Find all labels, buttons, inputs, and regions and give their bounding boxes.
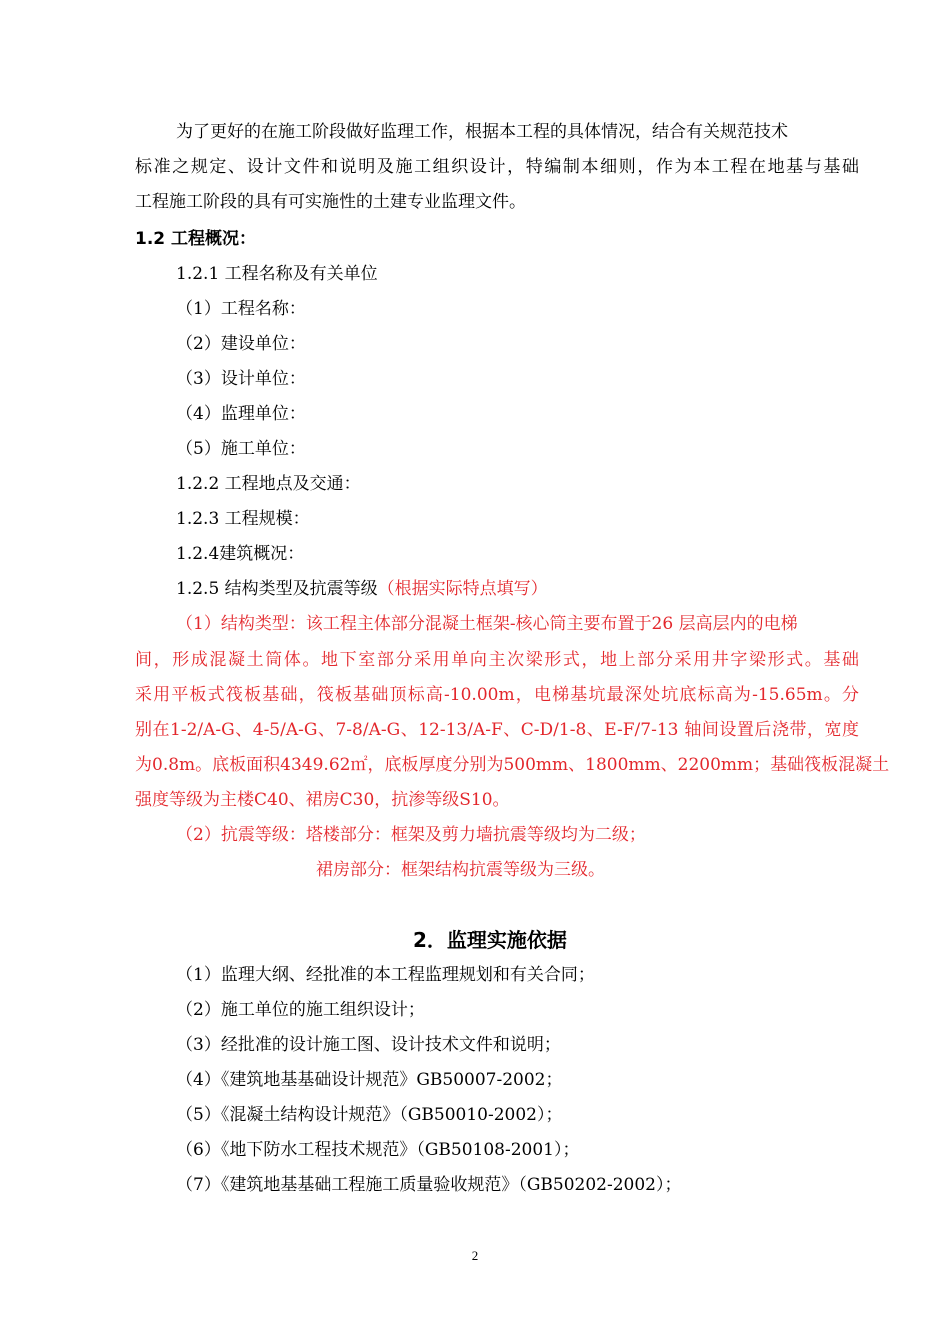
unit-item: （3）设计单位： xyxy=(176,369,306,389)
intro-line-1: 为了更好的在施工阶段做好监理工作，根据本工程的具体情况，结合有关规范技术 xyxy=(176,122,788,142)
section-heading-1-2: 1.2 工程概况： xyxy=(135,229,257,249)
subheading-1-2-2: 1.2.2 工程地点及交通： xyxy=(176,474,361,494)
structure-line-6: 强度等级为主楼C40、裙房C30，抗渗等级S10。 xyxy=(135,790,510,810)
subheading-1-2-5-title: 1.2.5 结构类型及抗震等级 xyxy=(176,579,378,599)
structure-line-1: （1）结构类型：该工程主体部分混凝土框架-核心筒主要布置于26 层高层内的电梯 xyxy=(176,614,798,634)
subheading-1-2-5 xyxy=(176,577,548,601)
unit-item: （5）施工单位： xyxy=(176,439,306,459)
basis-item: （1）监理大纲、经批准的本工程监理规划和有关合同； xyxy=(176,965,595,985)
subheading-1-2-1: 1.2.1 工程名称及有关单位 xyxy=(176,264,378,284)
fill-note: （根据实际特点填写） xyxy=(377,579,548,599)
unit-item: （1）工程名称： xyxy=(176,299,306,319)
subheading-1-2-3: 1.2.3 工程规模： xyxy=(176,509,310,529)
seismic-line-1: （2）抗震等级：塔楼部分：框架及剪力墙抗震等级均为二级； xyxy=(176,825,646,845)
basis-item: （6）《地下防水工程技术规范》（GB50108-2001）； xyxy=(176,1140,580,1160)
structure-line-2: 间，形成混凝土筒体。地下室部分采用单向主次梁形式，地上部分采用井字梁形式。基础 xyxy=(135,650,859,670)
basis-item: （5）《混凝土结构设计规范》（GB50010-2002）； xyxy=(176,1105,563,1125)
basis-item: （7）《建筑地基基础工程施工质量验收规范》（GB50202-2002）； xyxy=(176,1175,682,1195)
unit-item: （4）监理单位： xyxy=(176,404,306,424)
basis-item: （2）施工单位的施工组织设计； xyxy=(176,1000,425,1020)
structure-line-5: 为0.8m。底板面积4349.62㎡，底板厚度分别为500mm、1800mm、2200mm；基础筏板混凝土 xyxy=(135,755,890,775)
seismic-line-2: 裙房部分：框架结构抗震等级为三级。 xyxy=(316,860,605,880)
basis-item: （3）经批准的设计施工图、设计技术文件和说明； xyxy=(176,1035,561,1055)
section-heading-2: 2．监理实施依据 xyxy=(413,928,567,952)
unit-item: （2）建设单位： xyxy=(176,334,306,354)
basis-item: （4）《建筑地基基础设计规范》GB50007-2002； xyxy=(176,1070,563,1090)
page-number: 2 xyxy=(471,1248,479,1263)
structure-line-4: 别在1-2/A-G、4-5/A-G、7-8/A-G、12-13/A-F、C-D/1-8、E-F/7-13 轴间设置后浇带，宽度 xyxy=(135,720,859,740)
intro-line-2: 标准之规定、设计文件和说明及施工组织设计，特编制本细则，作为本工程在地基与基础 xyxy=(135,157,859,177)
structure-line-3: 采用平板式筏板基础，筏板基础顶标高-10.00m，电梯基坑最深处坑底标高为-15.65m。分 xyxy=(135,685,859,705)
subheading-1-2-4: 1.2.4建筑概况： xyxy=(176,544,305,564)
intro-line-3: 工程施工阶段的具有可实施性的土建专业监理文件。 xyxy=(135,192,526,212)
